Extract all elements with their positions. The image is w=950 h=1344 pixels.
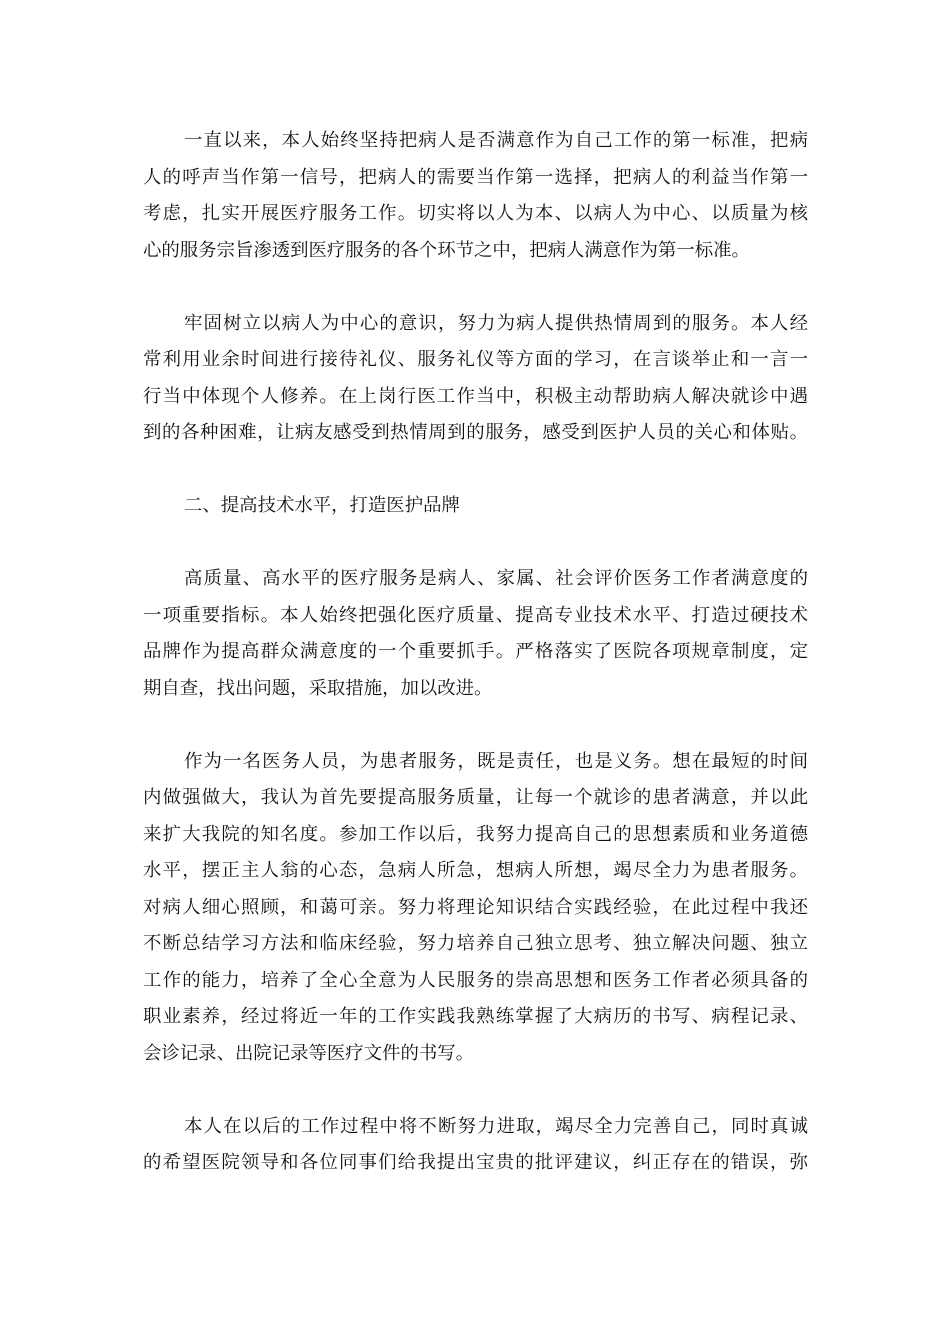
text-line: 品牌作为提高群众满意度的一个重要抓手。严格落实了医院各项规章制度，定 [143, 641, 808, 662]
text-line: 一直以来，本人始终坚持把病人是否满意作为自己工作的第一标准，把病 [184, 130, 808, 151]
paragraph-1 [143, 123, 808, 269]
heading-text: 二、提高技术水平，打造医护品牌 [184, 495, 460, 516]
text-line: 期自查，找出问题，采取措施，加以改进。 [143, 677, 493, 699]
paragraph-spacer [143, 452, 808, 489]
text-line: 高质量、高水平的医疗服务是病人、家属、社会评价医务工作者满意度的 [184, 568, 808, 589]
text-line: 行当中体现个人修养。在上岗行医工作当中，积极主动帮助病人解决就诊中遇 [143, 385, 808, 407]
text-line: 作为一名医务人员，为患者服务，既是责任，也是义务。想在最短的时间 [184, 750, 808, 772]
text-line: 会诊记录、出院记录等医疗文件的书写。 [143, 1042, 475, 1064]
paragraph-3 [143, 561, 808, 707]
text-line: 来扩大我院的知名度。参加工作以后，我努力提高自己的思想素质和业务道德 [143, 823, 808, 845]
paragraph-spacer [143, 1072, 808, 1109]
text-line: 到的各种困难，让病友感受到热情周到的服务，感受到医护人员的关心和体贴。 [143, 422, 808, 443]
paragraph-2 [143, 306, 808, 452]
text-line: 常利用业余时间进行接待礼仪、服务礼仪等方面的学习，在言谈举止和一言一 [143, 349, 808, 370]
text-line: 人的呼声当作第一信号，把病人的需要当作第一选择，把病人的利益当作第一 [143, 166, 808, 188]
document-body [143, 123, 808, 1182]
text-line: 对病人细心照顾，和蔼可亲。努力将理论知识结合实践经验，在此过程中我还 [143, 896, 808, 918]
text-line: 职业素养，经过将近一年的工作实践我熟练掌握了大病历的书写、病程记录、 [143, 1006, 808, 1027]
text-line: 工作的能力，培养了全心全意为人民服务的崇高思想和医务工作者必须具备的 [143, 969, 808, 991]
text-line: 考虑，扎实开展医疗服务工作。切实将以人为本、以病人为中心、以质量为核 [143, 203, 808, 224]
section-heading [143, 488, 808, 525]
text-line: 牢固树立以病人为中心的意识，努力为病人提供热情周到的服务。本人经 [184, 312, 808, 334]
paragraph-spacer [143, 525, 808, 562]
paragraph-4 [143, 744, 808, 1073]
paragraph-spacer [143, 707, 808, 744]
text-line: 一项重要指标。本人始终把强化医疗质量、提高专业技术水平、打造过硬技术 [143, 604, 808, 626]
text-line: 内做强做大，我认为首先要提高服务质量，让每一个就诊的患者满意，并以此 [143, 787, 808, 808]
text-line: 的希望医院领导和各位同事们给我提出宝贵的批评建议，纠正存在的错误，弥 [143, 1152, 808, 1173]
text-line: 本人在以后的工作过程中将不断努力进取，竭尽全力完善自己，同时真诚 [184, 1115, 808, 1137]
text-line: 水平，摆正主人翁的心态，急病人所急，想病人所想，竭尽全力为患者服务。 [143, 860, 808, 881]
paragraph-5 [143, 1109, 808, 1182]
text-line: 心的服务宗旨渗透到医疗服务的各个环节之中，把病人满意作为第一标准。 [143, 239, 750, 261]
paragraph-spacer [143, 269, 808, 306]
text-line: 不断总结学习方法和临床经验，努力培养自己独立思考、独立解决问题、独立 [143, 933, 808, 954]
